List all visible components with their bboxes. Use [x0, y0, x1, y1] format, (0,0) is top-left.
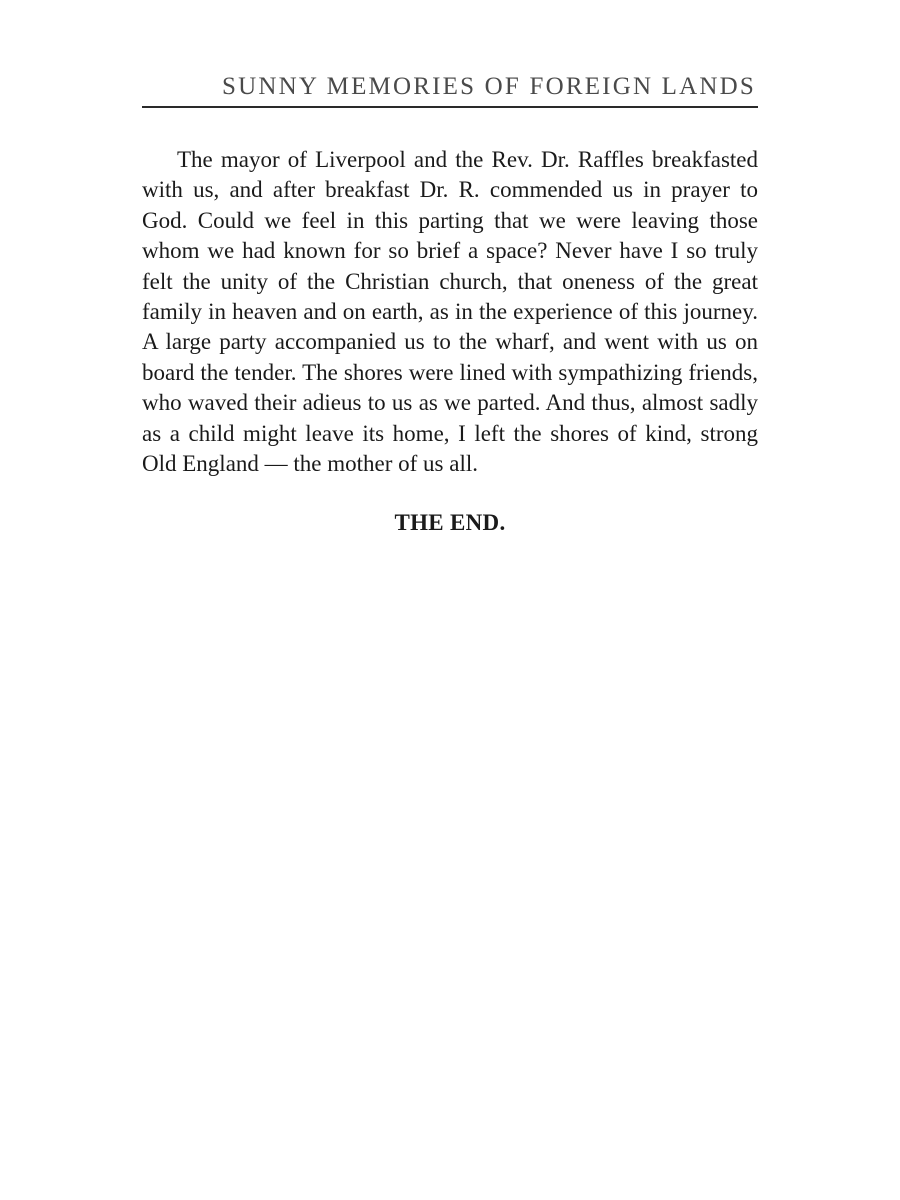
body-paragraph: The mayor of Liverpool and the Rev. Dr. Raffles breakfasted with us, and after breakfast Dr. R. commended us in prayer to God. Could we feel in this parting that we were leaving those whom we had known for so brief a space? Never have I so truly felt the unity of the Christian church, that oneness of the great family in heaven and on earth, as in the experience of this journey. A large party accompanied us to the wharf, and went with us on board the tender. The shores were lined with sympathizing friends, who waved their adieus to us as we parted. And thus, almost sadly as a child might leave its home, I left the shores of kind, strong Old England — the mother of us all.	[142, 147, 758, 477]
the-end-heading: THE END.	[394, 510, 506, 535]
running-header	[142, 70, 758, 108]
running-header-title: SUNNY MEMORIES OF FOREIGN LANDS	[222, 73, 756, 100]
